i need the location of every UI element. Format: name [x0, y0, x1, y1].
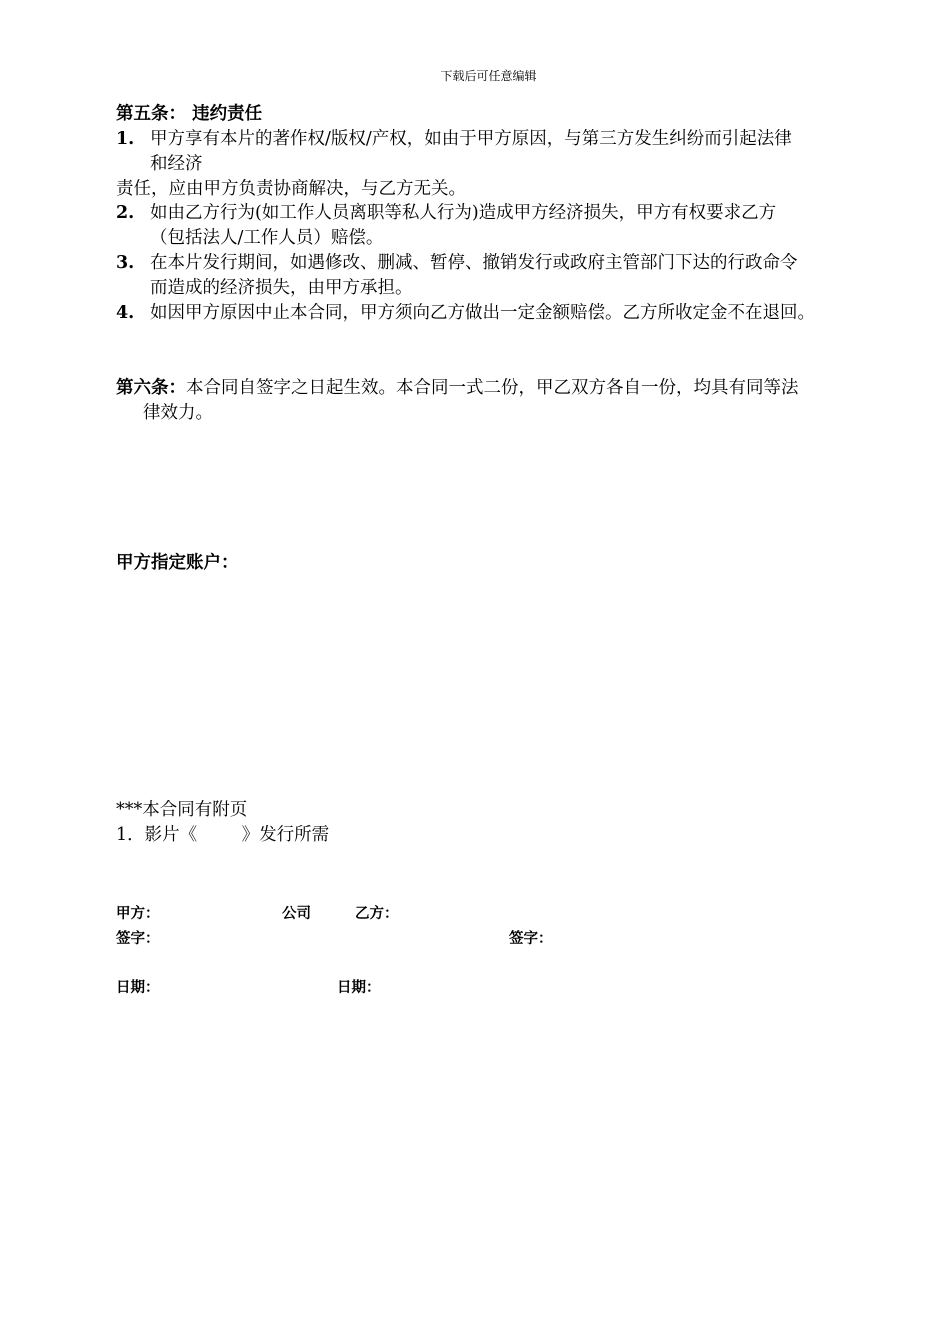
article5-item-1-cont2: 责任，应由甲方负责协商解决，与乙方无关。 — [116, 179, 466, 199]
article6-label: 第六条： — [116, 378, 186, 398]
article5-item-3 — [116, 251, 798, 275]
appendix-item-1: 1．影片《 》发行所需 — [116, 825, 330, 845]
article5-item-3-cont: 而造成的经济损失，由甲方承担。 — [150, 278, 413, 298]
item-text: 甲方享有本片的著作权/版权/产权，如由于甲方原因，与第三方发生纠纷而引起法律 — [150, 129, 792, 149]
item-number: 1. — [116, 129, 135, 149]
article5-title: 第五条： 违约责任 — [116, 104, 263, 124]
item-number: 4. — [116, 303, 135, 323]
party-a-account-label: 甲方指定账户： — [116, 553, 239, 573]
item-number: 2. — [116, 203, 135, 223]
article5-item-1 — [116, 127, 792, 151]
party-b-label: 乙方： — [355, 905, 399, 922]
company-label: 公司 — [282, 905, 311, 922]
article5-item-4 — [116, 301, 815, 325]
party-a-label: 甲方： — [116, 905, 160, 922]
article6-text: 本合同自签字之日起生效。本合同一式二份，甲乙双方各自一份，均具有同等法 — [186, 378, 799, 398]
article6-paragraph — [116, 376, 799, 400]
party-b-date-label: 日期： — [337, 979, 381, 996]
item-text: 在本片发行期间，如遇修改、删减、暂停、撤销发行或政府主管部门下达的行政命令 — [150, 253, 798, 273]
article5-item-2-cont: （包括法人/工作人员）赔偿。 — [150, 228, 384, 248]
article6-text-cont: 律效力。 — [143, 403, 213, 423]
page-header-note: 下载后可任意编辑 — [440, 69, 537, 83]
item-text: 如由乙方行为(如工作人员离职等私人行为)造成甲方经济损失，甲方有权要求乙方 — [150, 203, 777, 223]
party-b-signature-label: 签字： — [509, 930, 553, 947]
item-text: 如因甲方原因中止本合同，甲方须向乙方做出一定金额赔偿。乙方所收定金不在退回。 — [150, 303, 815, 323]
party-a-date-label: 日期： — [116, 979, 160, 996]
appendix-note: ***本合同有附页 — [116, 800, 248, 820]
article5-item-2 — [116, 201, 776, 225]
party-a-signature-label: 签字： — [116, 930, 160, 947]
item-number: 3. — [116, 253, 135, 273]
article5-item-1-cont: 和经济 — [150, 154, 203, 174]
